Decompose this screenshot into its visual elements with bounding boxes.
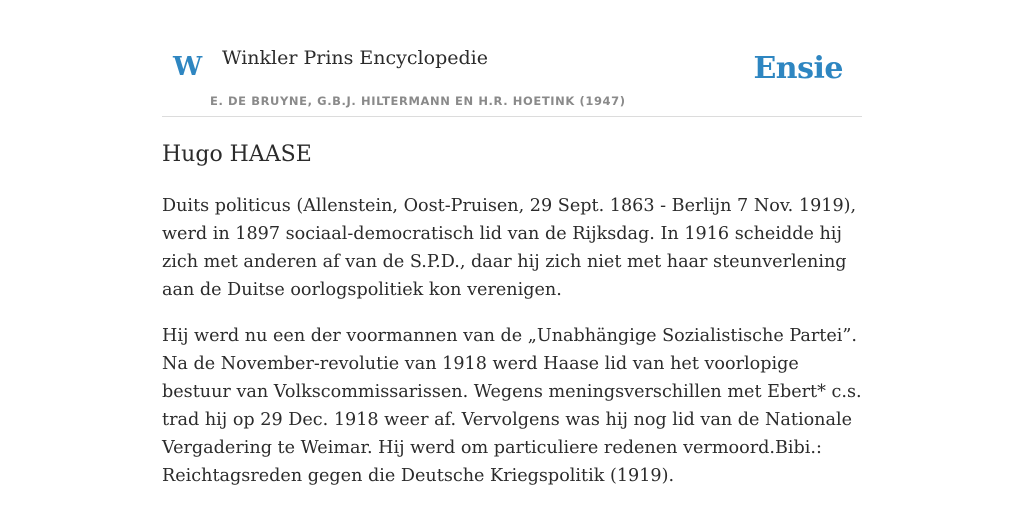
ensie-logo[interactable]: Ensie [753,51,843,86]
publication-authors: E. DE BRUYNE, G.B.J. HILTERMANN EN H.R. HOETINK (1947) [210,94,626,108]
entry-paragraph: Hij werd nu een der voormannen van de „Unabhängige Sozialistische Partei”. Na de November-revolutie van 1918 werd Haase lid van het voorlopige bestuur van Volkscommissarissen. Wegens meningsverschillen met Ebert* c.s. trad hij op 29 Dec. 1918 weer af. Vervolgens was hij nog lid van de Nationale Vergadering te Weimar. Hij werd om particuliere redenen vermoord.Bibi.: Reichtagsreden gegen die Deutsche Kriegspolitik (1919). [162,326,862,486]
publication-title[interactable]: Winkler Prins Encyclopedie [222,47,488,69]
entry-body [162,192,862,508]
page-header [162,0,862,117]
entry-paragraph: Duits politicus (Allenstein, Oost-Pruisen, 29 Sept. 1863 - Berlijn 7 Nov. 1919), werd in 1897 sociaal-democratisch lid van de Rijksdag. In 1916 scheidde hij zich met anderen af van de S.P.D., daar hij zich niet met haar steunverlening aan de Duitse oorlogspolitiek kon verenigen. [162,196,857,300]
entry-title: Hugo HAASE [162,142,312,167]
winkler-prins-logo[interactable]: W [173,52,203,82]
encyclopedia-page [162,0,862,486]
